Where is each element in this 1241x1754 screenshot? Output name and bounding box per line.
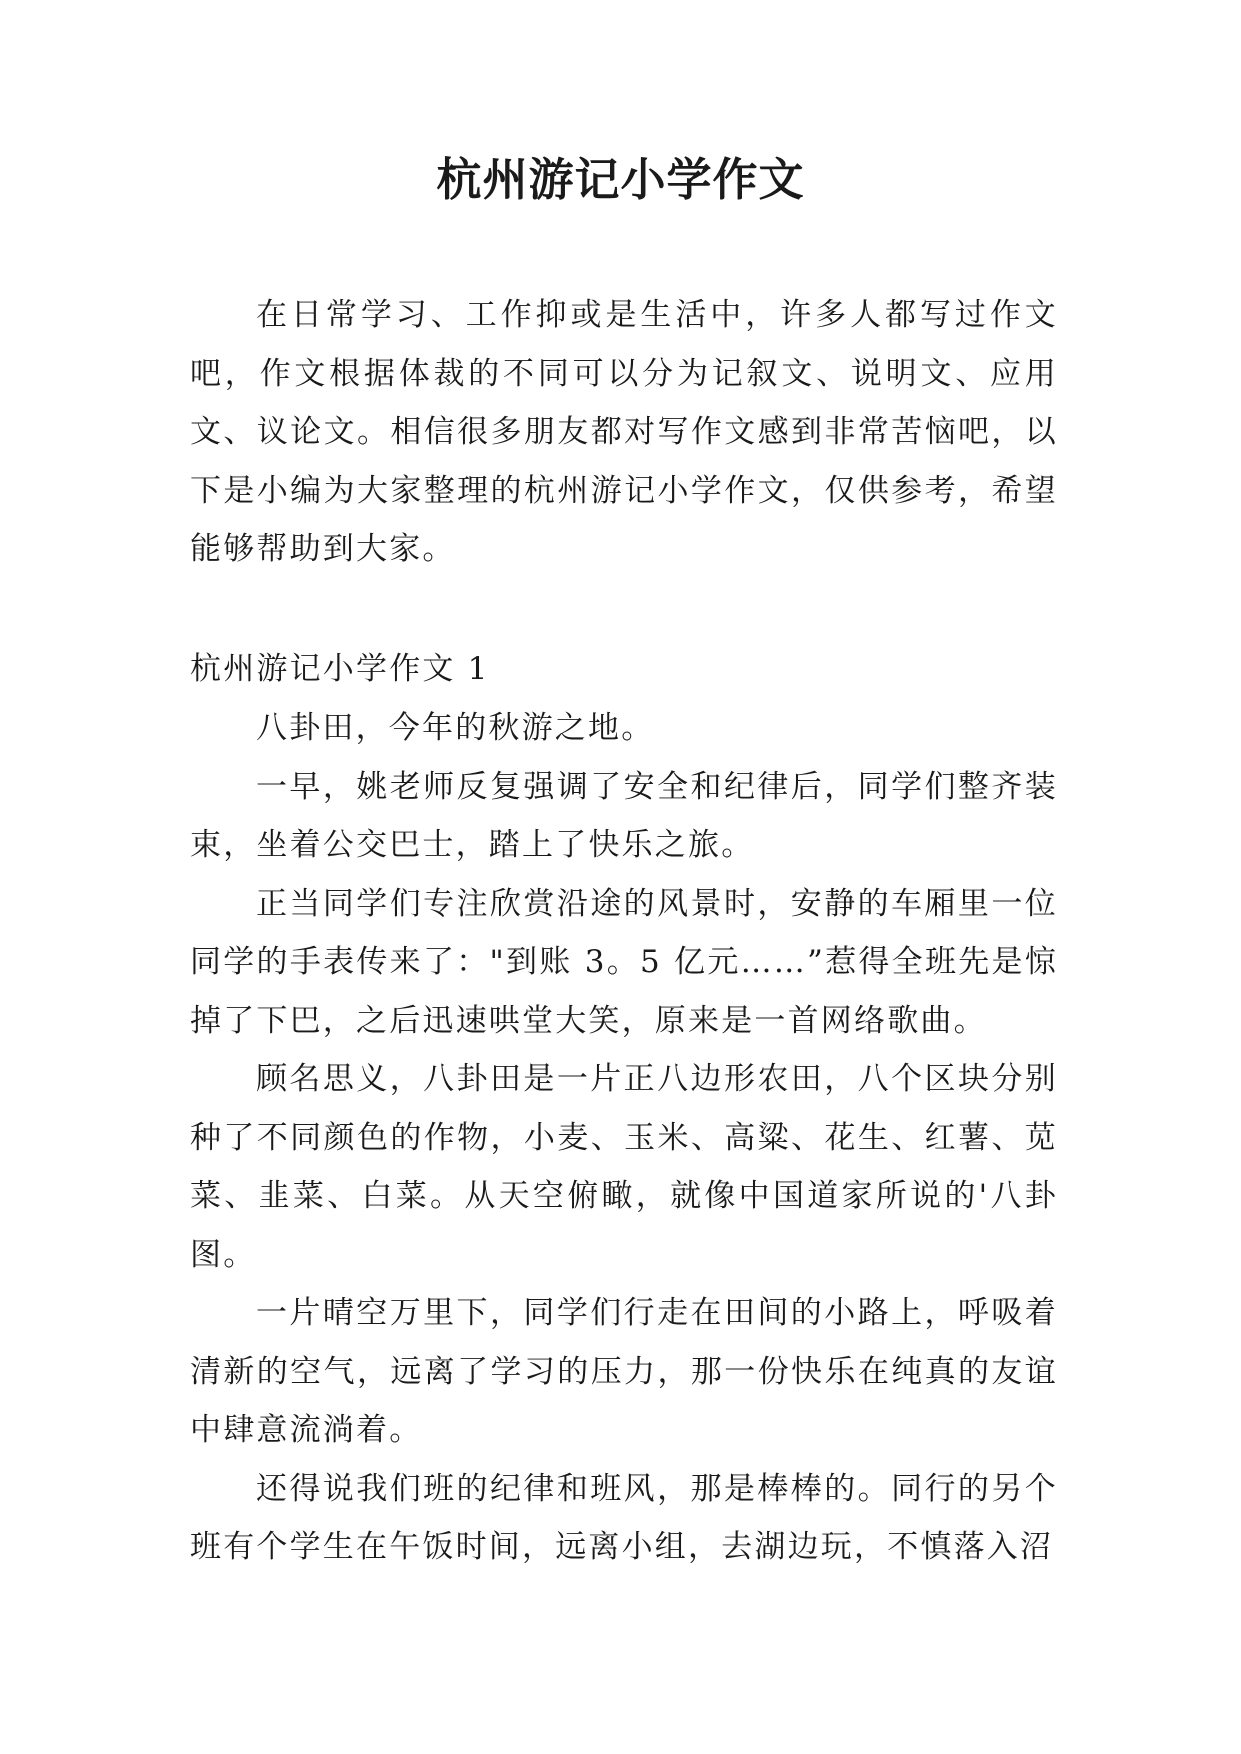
essay-paragraph: 一片晴空万里下，同学们行走在田间的小路上，呼吸着清新的空气，远离了学习的压力，那一份快乐在纯真的友谊中肆意流淌着。 xyxy=(190,1295,1058,1448)
essay-paragraph: 一早，姚老师反复强调了安全和纪律后，同学们整齐装束，坐着公交巴士，踏上了快乐之旅。 xyxy=(190,768,1058,863)
essay-paragraph: 顾名思义，八卦田是一片正八边形农田，八个区块分别种了不同颜色的作物，小麦、玉米、高粱、花生、红薯、苋菜、韭菜、白菜。从天空俯瞰，就像中国道家所说的'八卦图。 xyxy=(190,1061,1058,1273)
section-heading: 杭州游记小学作文 1 xyxy=(190,651,490,687)
document-title: 杭州游记小学作文 xyxy=(436,153,805,206)
intro-paragraph: 在日常学习、工作抑或是生活中，许多人都写过作文吧，作文根据体裁的不同可以分为记叙文、说明文、应用文、议论文。相信很多朋友都对写作文感到非常苦恼吧，以下是小编为大家整理的杭州游记小学作文，仅供参考，希望能够帮助到大家。 xyxy=(190,297,1058,567)
essay-paragraph: 还得说我们班的纪律和班风，那是棒棒的。同行的另个班有个学生在午饭时间，远离小组，去湖边玩，不慎落入沼 xyxy=(190,1470,1058,1565)
essay-paragraph: 八卦田，今年的秋游之地。 xyxy=(256,710,655,746)
essay-body xyxy=(190,699,1058,1577)
essay-paragraph: 正当同学们专注欣赏沿途的风景时，安静的车厢里一位同学的手表传来了："到账 3。5 亿元……”惹得全班先是惊掉了下巴，之后迅速哄堂大笑，原来是一首网络歌曲。 xyxy=(190,885,1058,1039)
